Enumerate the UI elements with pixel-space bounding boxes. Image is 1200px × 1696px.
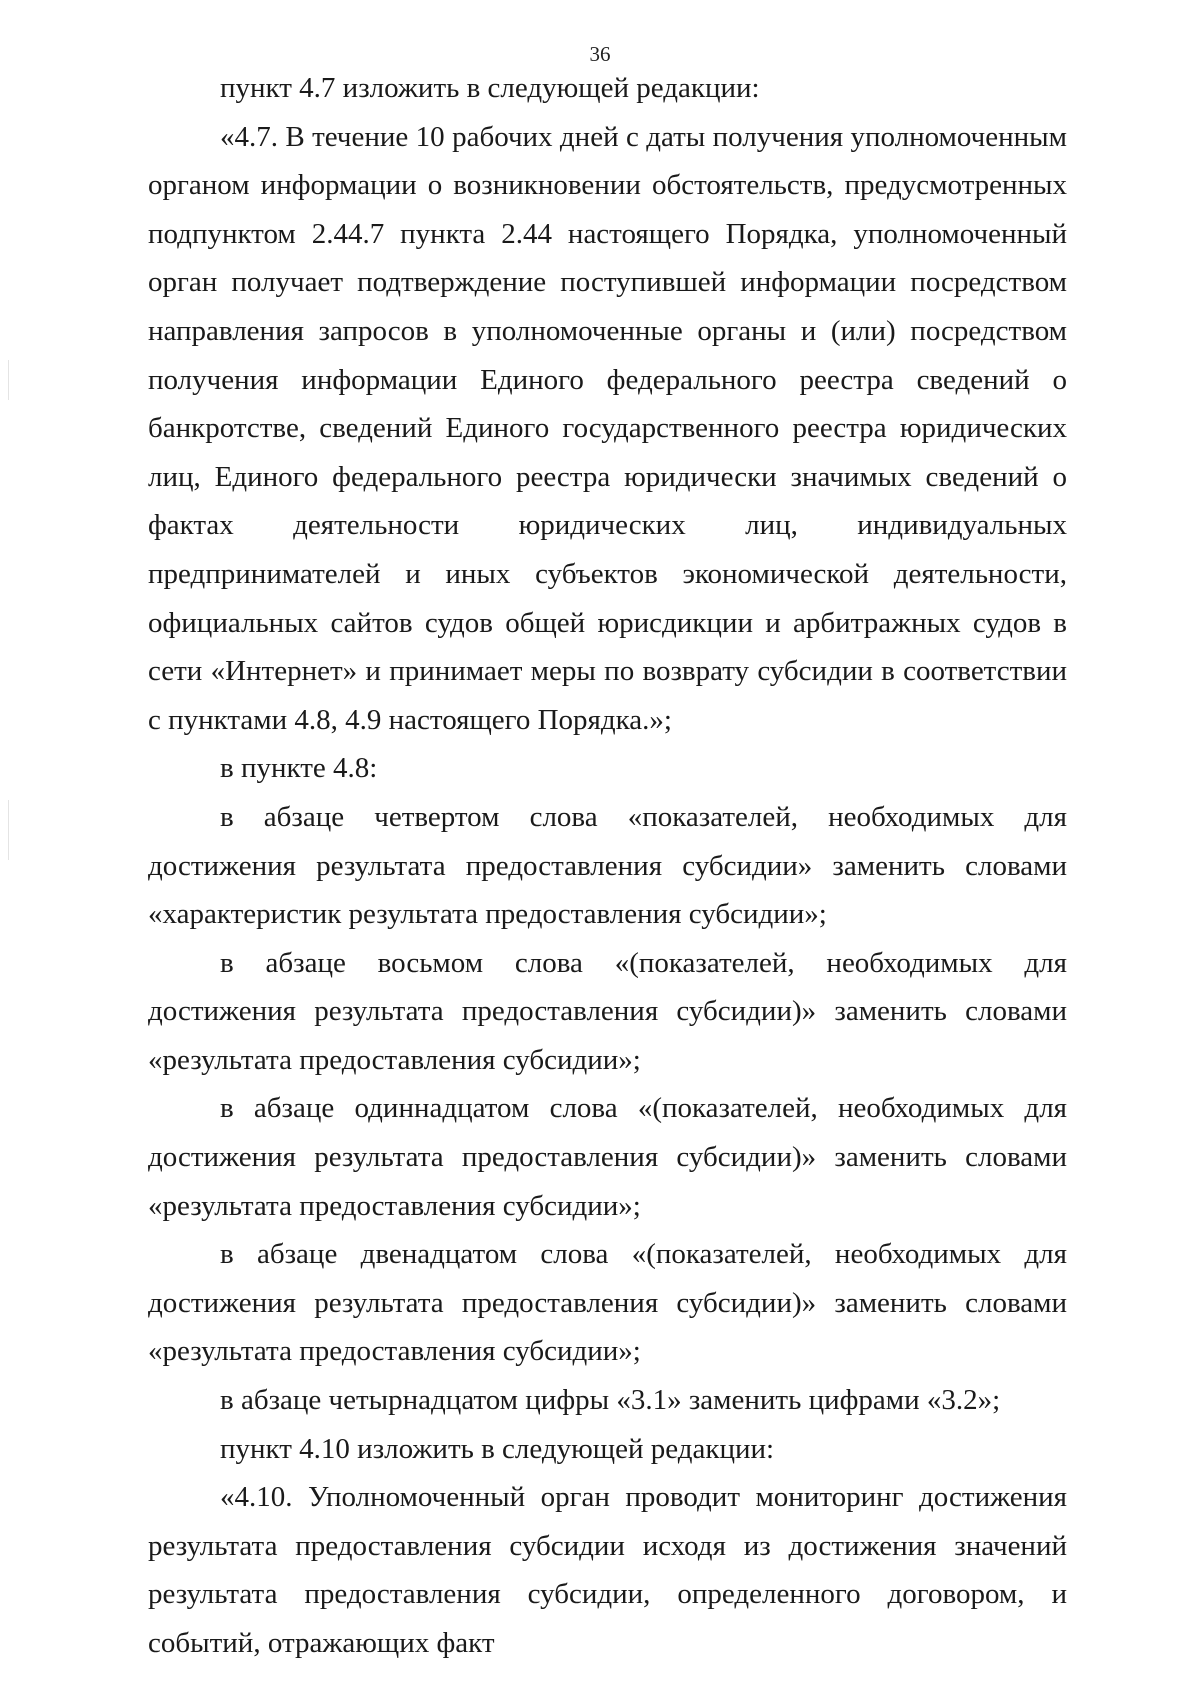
- paragraph: «4.7. В течение 10 рабочих дней с даты получения уполномоченным органом информации о возникновении обстоятельств, предусмотренных подпунктом 2.44.7 пункта 2.44 настоящего Порядка, уполномоченный орган получает подтверждение поступившей информации посредством направления запросов в уполномоченные органы и (или) посредством получения информации Единого федерального реестра сведений о банкротстве, сведений Единого государственного реестра юридических лиц, Единого федерального реестра юридически значимых сведений о фактах деятельности юридических лиц, индивидуальных предпринимателей и иных субъектов экономической деятельности, официальных сайтов судов общей юрисдикции и арбитражных судов в сети «Интернет» и принимает меры по возврату субсидии в соответствии с пунктами 4.8, 4.9 настоящего Порядка.»;: [148, 120, 1067, 736]
- paragraph: в абзаце двенадцатом слова «(показателей, необходимых для достижения результата предоставления субсидии)» заменить словами «результата предоставления субсидии»;: [148, 1238, 1067, 1368]
- document-body: [148, 64, 1067, 1668]
- paragraph: в абзаце одиннадцатом слова «(показателей, необходимых для достижения результата предоставления субсидии)» заменить словами «результата предоставления субсидии»;: [148, 1092, 1067, 1222]
- scan-margin-line-2: [8, 800, 9, 860]
- paragraph: «4.10. Уполномоченный орган проводит мониторинг достижения результата предоставления субсидии исходя из достижения значений результата предоставления субсидии, определенного договором, и событий, отражающих факт: [148, 1481, 1067, 1659]
- paragraph: в абзаце четвертом слова «показателей, необходимых для достижения результата предоставления субсидии» заменить словами «характеристик результата предоставления субсидии»;: [148, 800, 1067, 931]
- paragraph: в абзаце четырнадцатом цифры «3.1» заменить цифрами «3.2»;: [220, 1384, 1001, 1417]
- paragraph: в пункте 4.8:: [220, 752, 378, 785]
- paragraph: в абзаце восьмом слова «(показателей, необходимых для достижения результата предоставления субсидии)» заменить словами «результата предоставления субсидии»;: [148, 946, 1067, 1076]
- paragraph: пункт 4.7 изложить в следующей редакции:: [220, 72, 760, 104]
- scan-margin-line-1: [8, 360, 9, 400]
- page-number: 36: [589, 42, 611, 66]
- paragraph: пункт 4.10 изложить в следующей редакции:: [220, 1432, 775, 1465]
